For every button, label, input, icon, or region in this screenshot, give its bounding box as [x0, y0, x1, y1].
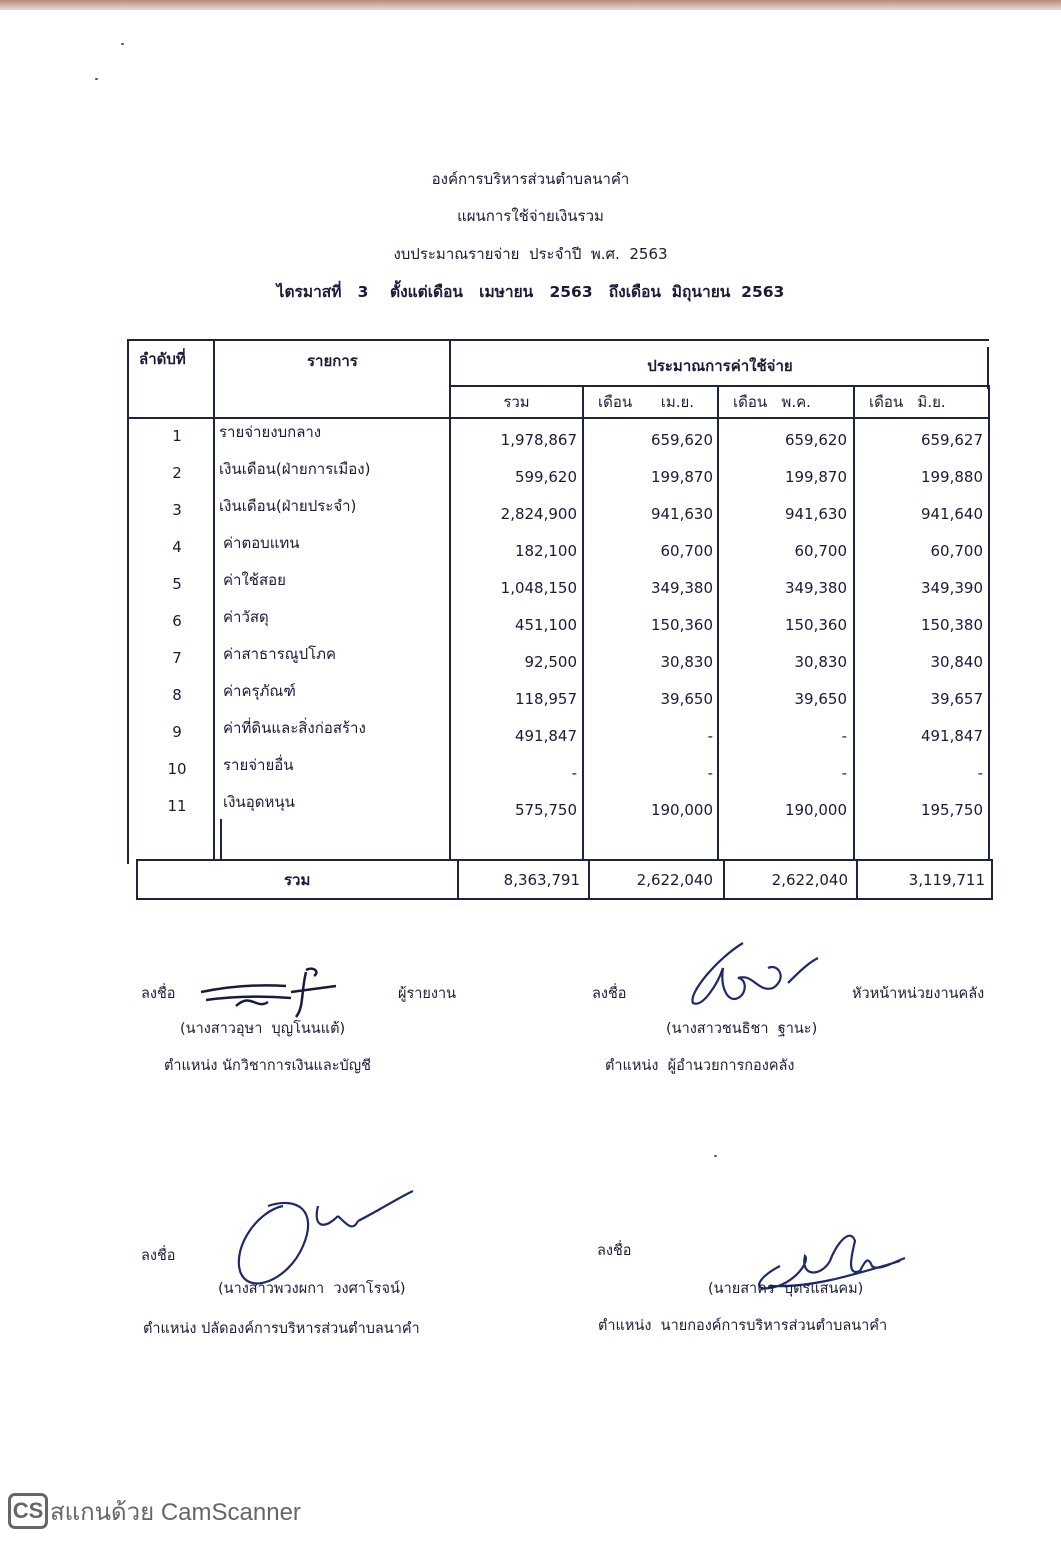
sum-total: 8,363,791 [503, 871, 580, 889]
sum-may: 2,622,040 [771, 871, 848, 889]
camscanner-logo-icon: CS [8, 1493, 48, 1529]
row-item: ค่าตอบแทน [223, 534, 300, 552]
signer-position-4: ตำแหน่ง นายกองค์การบริหารส่วนตำบลนาคำ [598, 1318, 888, 1334]
row-item: รายจ่ายอื่น [223, 756, 294, 774]
plan-title: แผนการใช้จ่ายเงินรวม [457, 207, 604, 225]
row-may: 150,360 [784, 616, 847, 634]
row-number: 8 [172, 686, 182, 704]
row-number: 3 [172, 501, 182, 519]
signer-name-1: (นางสาวอุษา บุญโนนแต้) [180, 1021, 346, 1037]
scan-speck [714, 1155, 717, 1157]
row-apr: 39,650 [660, 690, 713, 708]
row-number: 4 [172, 538, 182, 556]
row-item: ค่าครุภัณฑ์ [223, 682, 296, 700]
header-may: เดือน พ.ค. [733, 393, 811, 411]
signer-position-1: ตำแหน่ง นักวิชาการเงินและบัญชี [164, 1058, 371, 1074]
sign-label-2: ลงชื่อ [592, 986, 627, 1002]
row-jun: 30,840 [930, 653, 983, 671]
row-number: 2 [172, 464, 182, 482]
row-apr: 30,830 [660, 653, 713, 671]
camscanner-text: สแกนด้วย CamScanner [50, 1498, 301, 1526]
scan-speck [121, 43, 124, 45]
signature-1-image [196, 962, 346, 1022]
row-item: ค่าสาธารณูปโภค [223, 645, 337, 663]
row-number: 1 [172, 427, 182, 445]
row-item: รายจ่ายงบกลาง [219, 423, 322, 441]
row-total: 118,957 [514, 690, 577, 708]
sum-apr: 2,622,040 [636, 871, 713, 889]
signer-name-4: (นายสาคร บุตรแสนคม) [708, 1281, 864, 1297]
role-1: ผู้รายงาน [398, 986, 457, 1002]
row-apr: 941,630 [650, 505, 713, 523]
row-may: 190,000 [784, 801, 847, 819]
signer-position-2: ตำแหน่ง ผู้อำนวยการกองคลัง [605, 1058, 795, 1074]
org-title: องค์การบริหารส่วนตำบลนาคำ [431, 170, 630, 188]
row-apr: 199,870 [650, 468, 713, 486]
row-number: 11 [167, 797, 187, 815]
row-total: 182,100 [514, 542, 577, 560]
row-jun: 491,847 [920, 727, 983, 745]
row-total: 599,620 [514, 468, 577, 486]
row-number: 10 [167, 760, 187, 778]
row-may: 60,700 [794, 542, 847, 560]
row-item: เงินเดือน(ฝ่ายประจำ) [219, 497, 357, 515]
row-may: 659,620 [784, 431, 847, 449]
row-may: 39,650 [794, 690, 847, 708]
row-jun: - [977, 764, 983, 782]
sum-jun: 3,119,711 [908, 871, 985, 889]
row-item: ค่าที่ดินและสิ่งก่อสร้าง [223, 719, 366, 737]
row-jun: 39,657 [930, 690, 983, 708]
scan-speck [95, 78, 98, 80]
signer-name-2: (นางสาวชนธิชา ฐานะ) [666, 1021, 818, 1037]
role-2: หัวหน้าหน่วยงานคลัง [852, 986, 985, 1002]
row-apr: 349,380 [650, 579, 713, 597]
signer-position-3: ตำแหน่ง ปลัดองค์การบริหารส่วนตำบลนาคำ [143, 1321, 420, 1337]
sign-label-4: ลงชื่อ [597, 1243, 632, 1259]
row-item: เงินเดือน(ฝ่ายการเมือง) [219, 460, 371, 478]
signature-2-image [678, 938, 828, 1018]
row-item: ค่าใช้สอย [223, 571, 286, 589]
header-budget: ประมาณการค่าใช้จ่าย [647, 357, 793, 375]
row-jun: 349,390 [920, 579, 983, 597]
row-jun: 941,640 [920, 505, 983, 523]
row-total: 575,750 [514, 801, 577, 819]
budget-table [127, 339, 993, 900]
budget-title: งบประมาณรายจ่าย ประจำปี พ.ศ. 2563 [393, 245, 668, 263]
header-apr: เดือน เม.ย. [598, 393, 695, 411]
sign-label-1: ลงชื่อ [141, 986, 176, 1002]
signer-name-3: (นางสาวพวงผกา วงศาโรจน์) [218, 1281, 406, 1297]
row-may: 199,870 [784, 468, 847, 486]
row-total: 2,824,900 [500, 505, 577, 523]
row-apr: 60,700 [660, 542, 713, 560]
row-total: 92,500 [524, 653, 577, 671]
row-total: 451,100 [514, 616, 577, 634]
row-total: 491,847 [514, 727, 577, 745]
row-total: - [571, 764, 577, 782]
header-jun: เดือน มิ.ย. [869, 393, 946, 411]
row-number: 5 [172, 575, 182, 593]
row-total: 1,048,150 [500, 579, 577, 597]
row-apr: - [707, 764, 713, 782]
quarter-title: ไตรมาสที่ 3 ตั้งแต่เดือน เมษายน 2563 ถึงเดือน มิถุนายน 2563 [276, 283, 785, 301]
row-item: เงินอุดหนุน [223, 793, 295, 811]
row-number: 7 [172, 649, 182, 667]
header-no: ลำดับที่ [139, 350, 186, 368]
sum-label: รวม [284, 871, 311, 889]
camscanner-watermark [8, 1491, 301, 1531]
row-may: 30,830 [794, 653, 847, 671]
row-jun: 659,627 [920, 431, 983, 449]
header-item: รายการ [307, 352, 358, 370]
row-total: 1,978,867 [500, 431, 577, 449]
row-apr: 150,360 [650, 616, 713, 634]
row-item: ค่าวัสดุ [223, 608, 269, 626]
row-number: 6 [172, 612, 182, 630]
row-jun: 60,700 [930, 542, 983, 560]
header-total: รวม [503, 393, 530, 411]
row-apr: - [707, 727, 713, 745]
row-jun: 195,750 [920, 801, 983, 819]
row-may: 349,380 [784, 579, 847, 597]
scan-edge [0, 0, 1061, 10]
row-may: 941,630 [784, 505, 847, 523]
row-may: - [841, 764, 847, 782]
sign-label-3: ลงชื่อ [141, 1248, 176, 1264]
row-apr: 659,620 [650, 431, 713, 449]
row-number: 9 [172, 723, 182, 741]
row-apr: 190,000 [650, 801, 713, 819]
row-jun: 199,880 [920, 468, 983, 486]
row-may: - [841, 727, 847, 745]
row-jun: 150,380 [920, 616, 983, 634]
